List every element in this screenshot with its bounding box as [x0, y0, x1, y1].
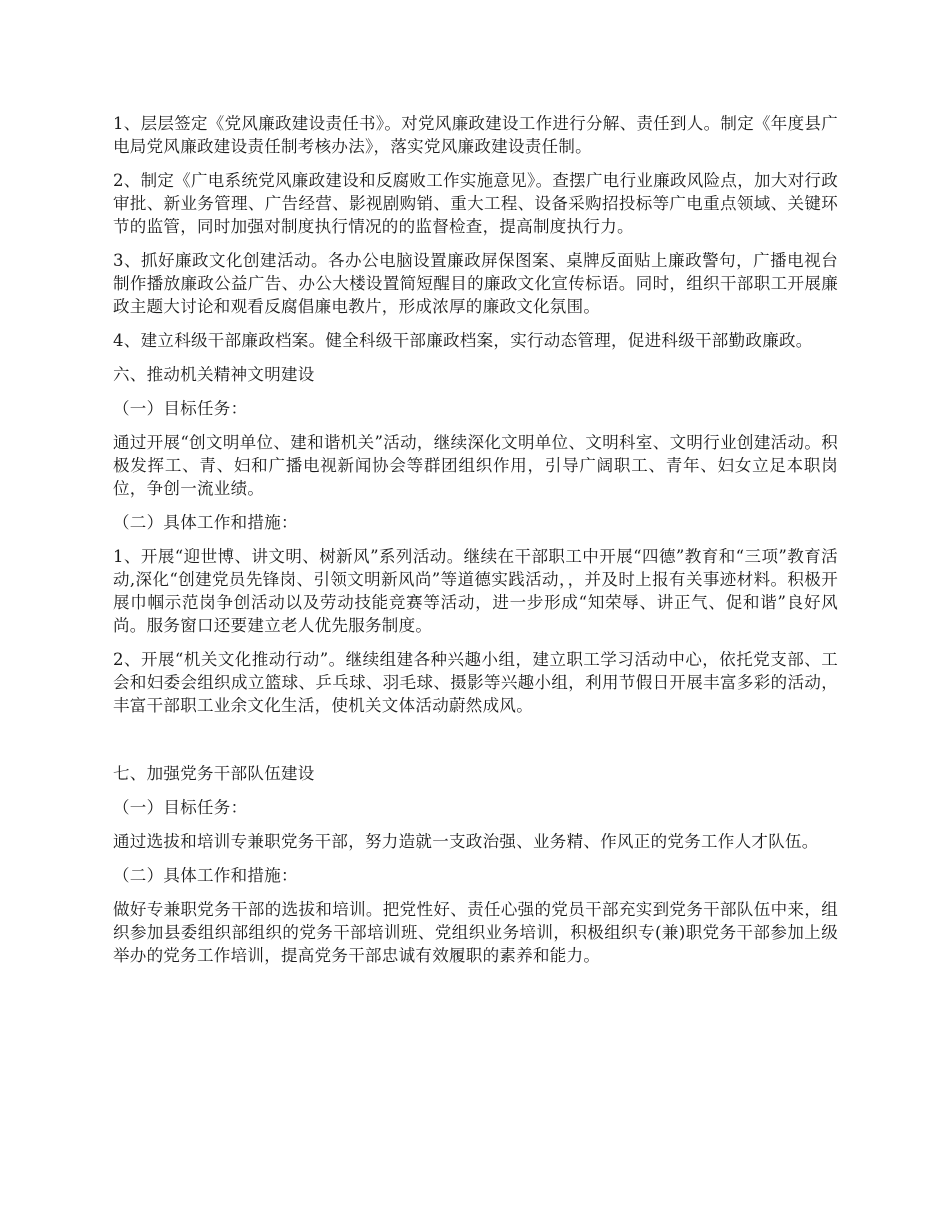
section-spacer [113, 728, 838, 762]
paragraph-party-cadre-goals: 通过选拔和培训专兼职党务干部，努力造就一支政治强、业务精、作风正的党务工作人才队伍。 [113, 832, 819, 851]
subheading-measures: （二）具体工作和措施： [113, 513, 298, 532]
paragraph-4-cadre-archives: 4、建立科级干部廉政档案。健全科级干部廉政档案，实行动态管理，促进科级干部勤政廉政。 [113, 331, 813, 350]
subheading-goals: （一）目标任务： [113, 399, 248, 418]
paragraph-1-responsibility-letter: 1、层层签定《党风廉政建设责任书》。对党风廉政建设工作进行分解、责任到人。制定《年度县广电局党风廉政建设责任制考核办法》，落实党风廉政建设责任制。 [113, 114, 838, 156]
paragraph-3-integrity-culture: 3、抓好廉政文化创建活动。各办公电脑设置廉政屏保图案、桌牌反面贴上廉政警句，广播电视台制作播放廉政公益广告、办公大楼设置简短醒目的廉政文化宣传标语。同时，组织干部职工开展廉政主题大讨论和观看反腐倡廉电教片，形成浓厚的廉政文化氛围。 [113, 251, 838, 316]
paragraph-civilization-goals: 通过开展“创文明单位、建和谐机关”活动，继续深化文明单位、文明科室、文明行业创建活动。积极发挥工、青、妇和广播电视新闻协会等群团组织作用，引导广阔职工、青年、妇女立足本职岗位，争创一流业绩。 [113, 433, 838, 498]
paragraph-2-anti-corruption-opinion: 2、制定《广电系统党风廉政建设和反腐败工作实施意见》。查摆广电行业廉政风险点，加大对行政审批、新业务管理、广告经营、影视剧购销、重大工程、设备采购招投标等广电重点领域、关键环节的监管，同时加强对制度执行情况的的监督检查，提高制度执行力。 [113, 171, 838, 236]
section-heading-6: 六、推动机关精神文明建设 [113, 365, 315, 384]
paragraph-party-cadre-training: 做好专兼职党务干部的选拔和培训。把党性好、责任心强的党员干部充实到党务干部队伍中来，组织参加县委组织部组织的党务干部培训班、党组织业务培训，积极组织专(兼)职党务干部参加上级举办的党务工作培训，提高党务干部忠诚有效履职的素养和能力。 [113, 900, 838, 965]
subheading-goals: （一）目标任务： [113, 798, 248, 817]
paragraph-expo-civilization: 1、开展“迎世博、讲文明、树新风”系列活动。继续在干部职工中开展“四德”教育和“三项”教育活动,深化“创建党员先锋岗、引领文明新风尚”等道德实践活动，，并及时上报有关事迹材料。积极开展巾帼示范岗争创活动以及劳动技能竞赛等活动，进一步形成“知荣辱、讲正气、促和谐”良好风尚。服务窗口还要建立老人优先服务制度。 [113, 547, 838, 635]
section-heading-7: 七、加强党务干部队伍建设 [113, 764, 315, 783]
paragraph-organ-culture: 2、开展“机关文化推动行动”。继续组建各种兴趣小组，建立职工学习活动中心，依托党支部、工会和妇委会组织成立篮球、乒乓球、羽毛球、摄影等兴趣小组，利用节假日开展丰富多彩的活动，丰富干部职工业余文化生活，使机关文体活动蔚然成风。 [113, 650, 838, 715]
subheading-measures: （二）具体工作和措施： [113, 866, 298, 885]
document-page [113, 112, 838, 978]
